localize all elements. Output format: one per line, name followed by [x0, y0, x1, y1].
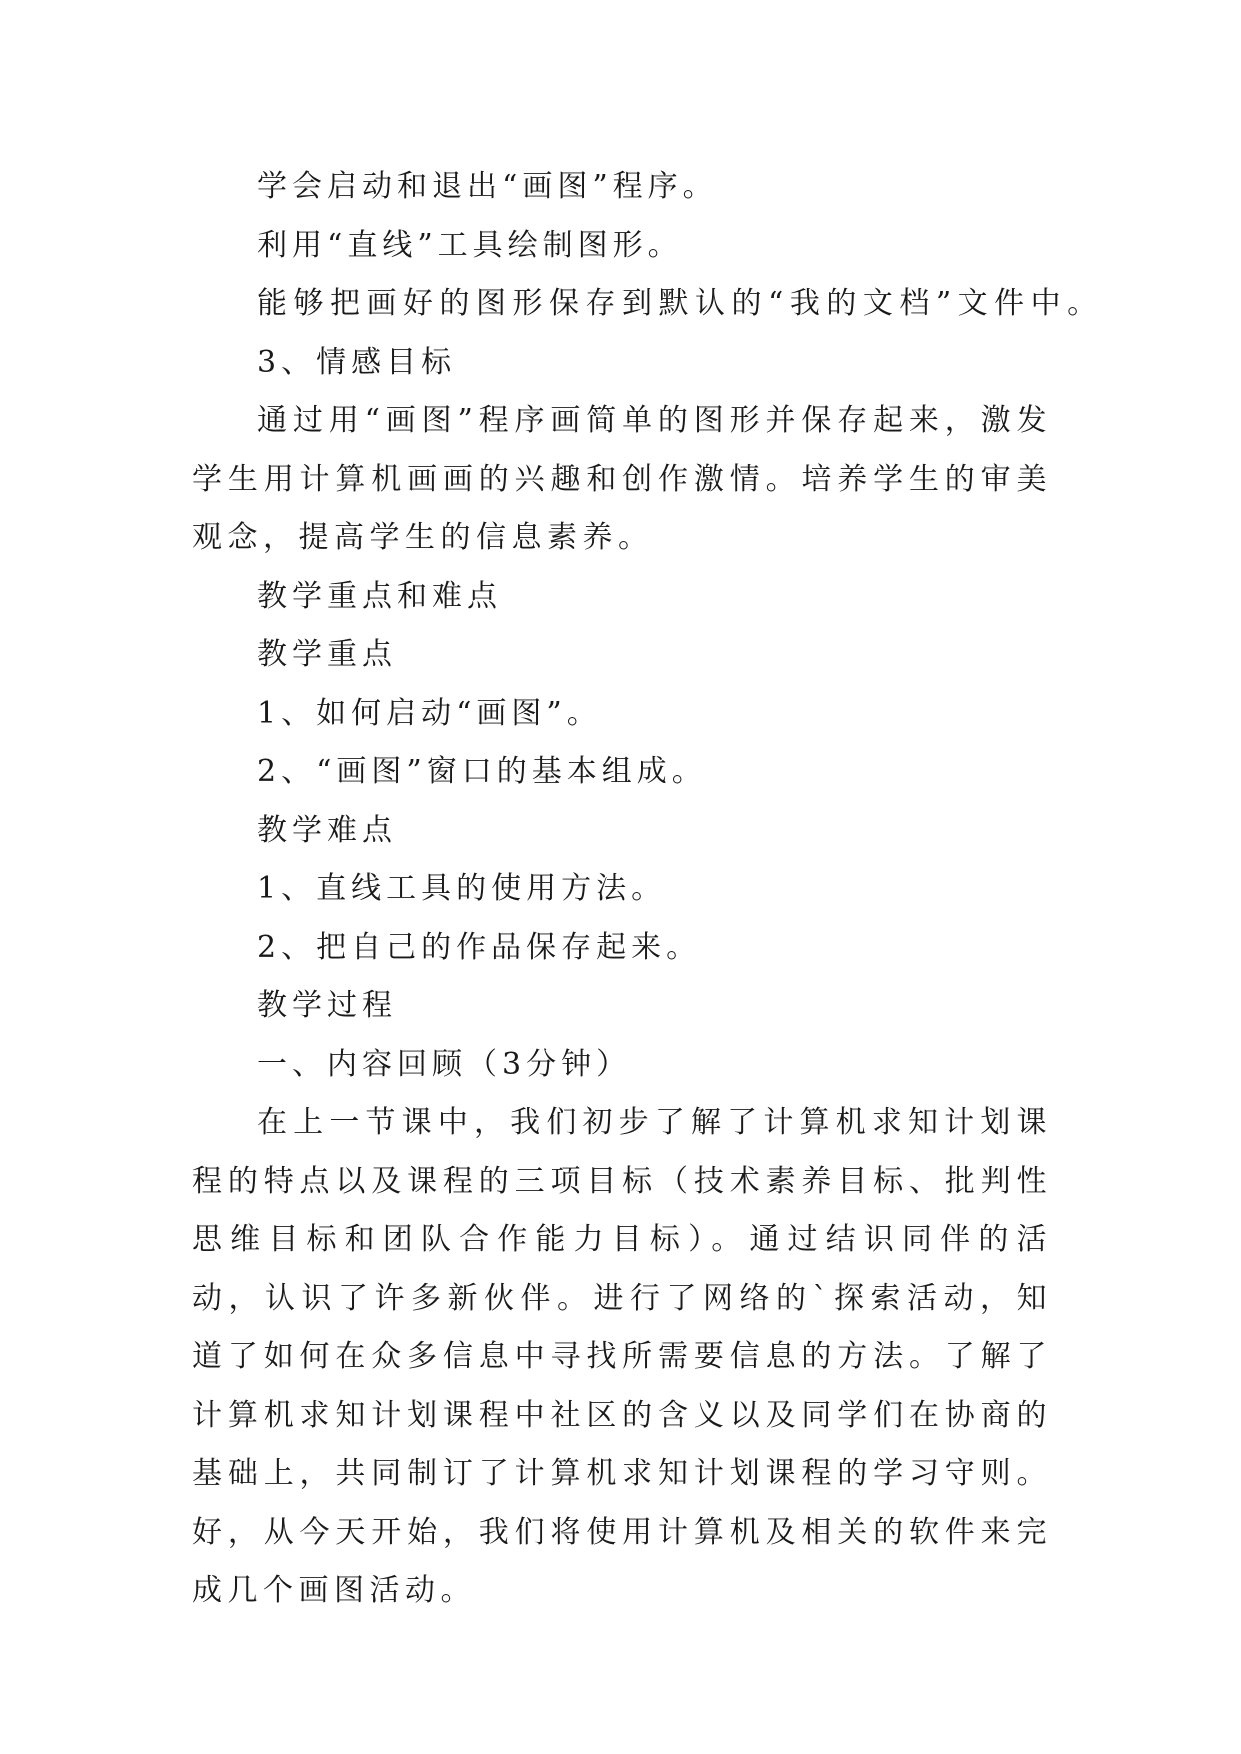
heading-key-and-difficult-points: 教学重点和难点: [257, 578, 502, 614]
heading-key-points: 教学重点: [257, 637, 397, 672]
difficult-point-1: 1、直线工具的使用方法。: [257, 871, 667, 906]
paragraph-emotional-goals: 通过用“画图”程序画简单的图形并保存起来，激发学生用计算机画画的兴趣和创作激情。培养学生的审美观念，提高学生的信息素养。: [192, 403, 1052, 555]
objective-save-document: 能够把画好的图形保存到默认的“我的文档”文件中。: [257, 286, 1104, 321]
heading-teaching-process: 教学过程: [257, 988, 397, 1023]
document-body: [192, 158, 1104, 1621]
key-point-1: 1、如何启动“画图”。: [257, 695, 602, 731]
difficult-point-2: 2、把自己的作品保存起来。: [257, 929, 702, 965]
heading-emotional-goals: 3、情感目标: [257, 344, 457, 380]
objective-line-tool: 利用“直线”工具绘制图形。: [257, 227, 683, 263]
section-content-review: 一、内容回顾（3分钟）: [257, 1046, 632, 1082]
objective-start-exit-paint: 学会启动和退出“画图”程序。: [257, 169, 718, 204]
key-point-2: 2、“画图”窗口的基本组成。: [257, 754, 707, 789]
heading-difficult-points: 教学难点: [257, 812, 397, 848]
paragraph-content-review: 在上一节课中，我们初步了解了计算机求知计划课程的特点以及课程的三项目标（技术素养目标、批判性思维目标和团队合作能力目标）。通过结识同伴的活动，认识了许多新伙伴。进行了网络的`探索活动，知道了如何在众多信息中寻找所需要信息的方法。了解了计算机求知计划课程中社区的含义以及同学们在协商的基础上，共同制订了计算机求知计划课程的学习守则。好，从今天开始，我们将使用计算机及相关的软件来完成几个画图活动。: [192, 1105, 1052, 1608]
